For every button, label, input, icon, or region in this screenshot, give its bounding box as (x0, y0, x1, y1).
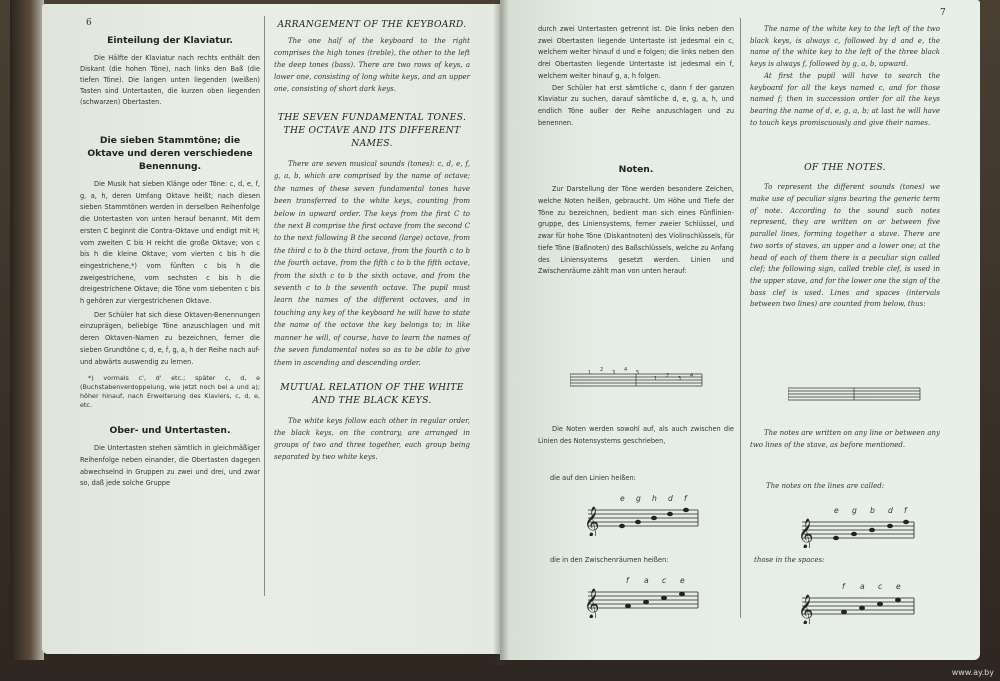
paragraph: There are seven musical sounds (tones): c, d, e, f, g, a, b, which are comprised by the name of octave; the names of these seven fundamental tones have been transferred to the white keys, counting from below in upward order. The keys from the first C to the next B comprise the first octave from the second C to the next following B the second (large) octave, from the third c to b the third octave, from the fourth c to b the fourth octave, from the fifth c to b the fifth octave, from the sixth c to b the sixth octave, and from the seventh c to b the seventh octave. The pupil must learn the names of the different octaves, and in touching any key of the keyboard he will have to state the name of the octave the key belongs to; in like manner he will, of course, have to learn the names of the seven fundamental notes so as to be able to give them in ascending and descending order. (274, 160, 470, 367)
note-name: a (644, 576, 649, 585)
note-name: e (680, 576, 685, 585)
heading-klaviatur: Einteilung der Klaviatur. (107, 35, 233, 46)
book-cover-edge (10, 0, 44, 660)
left-page (42, 4, 500, 654)
note-name: f (684, 494, 687, 503)
note-name: b (870, 506, 875, 515)
treble-clef-icon: 𝄞 (798, 519, 814, 548)
staff-count-label: 1 (588, 370, 592, 376)
note-name: e (620, 494, 625, 503)
german-column-left (80, 34, 260, 490)
paragraph: Die Noten werden sowohl auf, als auch zwischen die Linien des Notensystems geschrieben, (538, 425, 734, 445)
english-notes-text (750, 428, 940, 451)
treble-clef-icon: 𝄞 (798, 595, 814, 624)
counting-staff-en (788, 386, 924, 404)
page-number-left: 6 (86, 18, 92, 28)
heading-keyboard: ARRANGEMENT OF THE KEYBOARD. (277, 19, 467, 30)
note-name: f (904, 506, 907, 515)
staff-count-label: 4 (690, 373, 694, 379)
right-page (500, 0, 980, 660)
staff-count-label: 4 (624, 367, 628, 373)
staff-count-label: 5 (636, 370, 640, 376)
heading-fundamental-tones: THE SEVEN FUNDAMENTAL TONES. THE OCTAVE AND ITS DIFFERENT NAMES. (277, 112, 467, 149)
note-name: d (668, 494, 673, 503)
note-name: e (896, 582, 901, 591)
heading-obertasten: Ober- und Untertasten. (109, 425, 231, 437)
paragraph: Der Schüler hat sich diese Oktaven-Benennungen einzuprägen, beliebige Töne anzuschlagen und mit deren Oktaven-Namen zu bezeichnen, ferner die sieben Grundtöne c, d, e, f, g, a, h der Reihe nach auf- und abwärts auswendig zu lernen. (80, 310, 260, 366)
caption-lines-en: The notes on the lines are called: (766, 482, 885, 490)
column-divider (740, 18, 741, 618)
staff-count-label: 2 (600, 367, 604, 373)
heading-white-black-keys: MUTUAL RELATION OF THE WHITE AND THE BLACK KEYS. (280, 381, 464, 406)
note-name: e (834, 506, 839, 515)
paragraph: The name of the white key to the left of the two black keys, is always c, followed by d and e, the name of the white key to the left of the three black keys is always f, followed by g, a, b, upward. (750, 25, 940, 69)
staff-count-label: 3 (678, 376, 682, 382)
treble-clef-icon: 𝄞 (584, 507, 600, 536)
treble-clef-icon: 𝄞 (584, 589, 600, 618)
paragraph: Die Hälfte der Klaviatur nach rechts enthält den Diskant (die hohen Töne), nach links den Baß (die tiefen Töne). Die langen unten liegenden (weißen) Tasten sind Untertasten, die kurzen oben liegenden (schwarzen) Obertasten. (80, 54, 260, 106)
caption-lines: die auf den Linien heißen: (550, 474, 636, 482)
heading-noten: Noten. (618, 164, 654, 176)
paragraph: The white keys follow each other in regular order, the black keys, on the contrary, are arranged in groups of two and three together, each group being separated by two white keys. (274, 416, 470, 461)
column-divider (264, 16, 265, 596)
heading-stammtoene: Die sieben Stammtöne; die Oktave und deren verschiedene Benennung. (87, 135, 253, 172)
caption-spaces-en: those in the spaces: (754, 556, 825, 564)
note-name: g (852, 506, 857, 515)
staff-count-label: 1 (654, 376, 658, 382)
paragraph: The notes are written on any line or between any two lines of the stave, as before mentioned. (750, 429, 940, 449)
caption-spaces: die in den Zwischenräumen heißen: (550, 556, 669, 564)
german-notes-text (538, 424, 734, 447)
note-name: c (878, 582, 883, 591)
english-column-left (274, 18, 470, 463)
staff-line-notes (582, 496, 700, 536)
note-name: d (888, 506, 893, 515)
paragraph: Die Musik hat sieben Klänge oder Töne: c, d, e, f, g, a, h, deren Umfang Oktave heißt; nach diesen sieben Stammtönen werden in derselben Reihenfolge die Untertasten von unten herauf benannt. Mit dem ersten C beginnt die Contra-Oktave und endigt mit H; vom zweiten C bis H reicht die große Oktave; von c bis h die kleine Oktave; vom vierten c bis h die eingestrichene,*) vom fünften c bis h die zweigestrichene, vom sechsten c bis h die dreigestrichene Oktave; die Töne vom siebenten c bis h gehören zur viergestrichenen Oktave. (80, 180, 260, 306)
paragraph: Zur Darstellung der Töne werden besondere Zeichen, welche Noten heißen, gebraucht. Um Höhe und Tiefe der Töne zu bezeichnen, bedient man sich eines Fünflinien-gruppe, des Liniensystems, ferner zweier Schlüssel, und zwar für hohe Töne (Diskantnoten) des Violinschlüssels, für tiefe Töne (Baßnoten) des Baßschlüssels, welche zu Anfang des Liniensystems gesetzt werden. Linien und Zwischenräume zählt man von unten herauf: (538, 185, 734, 276)
paragraph: Die Untertasten stehen sämtlich in gleichmäßiger Reihenfolge neben einander, die Obertasten dagegen abwechselnd in Gruppen zu zwei und drei, und zwar so, daß jede solche Gruppe (80, 444, 260, 488)
paragraph: To represent the different sounds (tones) we make use of peculiar signs bearing the generic term of note. According to the sound such notes represent, they are written on or between five parallel lines, forming together a stave. There are two sorts of staves, an upper and a lower one; at the head of each of them there is a peculiar sign called clef; the following sign, called treble clef, is used in the upper stave, and for the lower one the sign of the bass clef is used. Lines and spaces (intervals between two lines) are counted from below, thus: (750, 183, 940, 309)
note-name: h (652, 494, 657, 503)
note-name: c (662, 576, 667, 585)
english-column-right (750, 24, 940, 311)
note-name: f (626, 576, 629, 585)
staff-count-label: 2 (666, 373, 670, 379)
paragraph: Der Schüler hat erst sämtliche c, dann f der ganzen Klaviatur zu suchen, darauf sämtliche d, e, g, a, h, und endlich Töne außer der Reihe anzuschlagen und zu benennen. (538, 83, 734, 127)
footnote: *) vormals c', d' etc.; später c, d, e (Buchstabenverdoppelung, wie jetzt noch bei a und a); höher hinauf, nach Erweiterung des Klaviers, c, d, e, etc. (80, 374, 260, 410)
note-name: a (860, 582, 865, 591)
book-gutter (493, 0, 509, 665)
paragraph: The one half of the keyboard to the right comprises the high tones (treble), the other to the left the deep tones (bass). There are two rows of keys, a lower one, consisting of long white keys, and an upper one, consisting of short dark keys. (274, 37, 470, 93)
staff-count-label: 3 (612, 370, 616, 376)
note-name: f (842, 582, 845, 591)
page-number-right: 7 (940, 8, 946, 18)
paragraph: durch zwei Untertasten getrennt ist. Die links neben den zwei Obertasten liegende Untertaste ist jedesmal ein c, welchem weiter hinauf d und e folgen; die links neben den drei Obertasten liegende Untertaste ist jedesmal ein f, welchem weiter hinauf g, a, h folgen. (538, 25, 734, 80)
paragraph: At first the pupil will have to search the keyboard for all the keys named c, and for those named f; then in succession order for all the keys bearing the name of d, e, g, a, b; at last he will have to touch keys promiscuously and give their names. (750, 71, 940, 127)
watermark-text: www.ay.by (951, 668, 994, 677)
german-column-right (538, 24, 734, 278)
note-name: g (636, 494, 641, 503)
heading-of-the-notes: OF THE NOTES. (804, 162, 886, 174)
